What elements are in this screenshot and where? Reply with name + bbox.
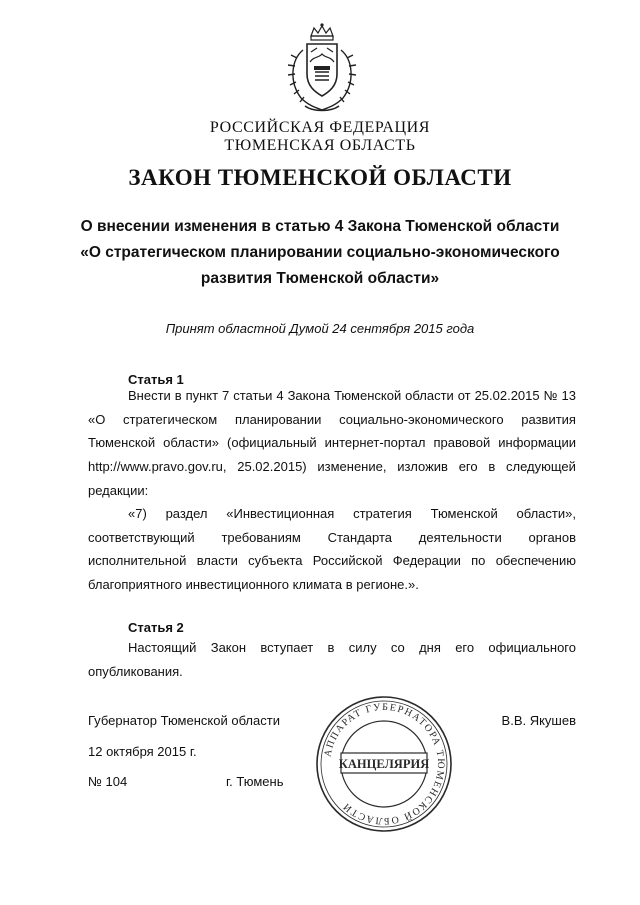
word: области» (163, 435, 220, 451)
header-region: ТЮМЕНСКАЯ ОБЛАСТЬ (224, 137, 416, 154)
text-line (88, 408, 576, 432)
article-1-paragraph-2 (88, 502, 576, 597)
text-line (88, 479, 576, 503)
word: Закон (210, 640, 247, 655)
article-1-paragraph-1 (88, 384, 576, 502)
text-line (88, 384, 576, 408)
word: силу (348, 640, 377, 655)
word: 7 (222, 388, 230, 403)
word: редакции: (88, 482, 149, 498)
word: 13 (561, 388, 576, 403)
word: Настоящий (128, 640, 197, 655)
word: правовой (433, 435, 491, 451)
word: Федерации (392, 553, 461, 569)
round-stamp-icon (313, 693, 455, 835)
stamp-center-text: КАНЦЕЛЯРИЯ (338, 757, 430, 771)
word: Внести (128, 388, 171, 403)
word: от (457, 388, 471, 403)
coat-of-arms-icon (281, 22, 363, 114)
word: его (455, 640, 475, 655)
stamp-ring-text: АППАРАТ ГУБЕРНАТОРА ТЮМЕНСКОЙ ОБЛАСТИ (322, 701, 447, 827)
word: 25.02.2015) (237, 459, 307, 475)
law-number: № 104 (88, 774, 128, 789)
word: вступает (260, 640, 314, 655)
word: социально-экономического (339, 411, 504, 427)
text-line (88, 526, 576, 550)
text-line (88, 431, 576, 455)
text-line (88, 660, 576, 684)
word: 25.02.2015 (474, 388, 540, 403)
word: деятельности (418, 529, 502, 545)
header-country: РОССИЙСКАЯ ФЕДЕРАЦИЯ (209, 119, 431, 136)
word: субъекта (248, 553, 303, 569)
word: информации (498, 435, 576, 451)
word: стратегия (353, 506, 412, 521)
word: власти (196, 553, 238, 569)
word: требованиям (221, 529, 301, 545)
word: интернет-портал (324, 435, 426, 451)
document-type-title: ЗАКОН ТЮМЕНСКОЙ ОБЛАСТИ (128, 165, 512, 190)
governor-title: Губернатор Тюменской области (88, 713, 280, 728)
word: по (471, 553, 486, 569)
word: дня (419, 640, 441, 655)
law-title-line: О внесении изменения в статью 4 Закона Тюменской области (80, 218, 560, 235)
law-title (60, 214, 580, 292)
word: Закона (287, 388, 331, 403)
word: 4 (276, 388, 284, 403)
word: Тюменской (430, 506, 498, 521)
word: «Инвестиционная (226, 506, 335, 521)
word: официального (488, 640, 576, 655)
word: Тюменской (88, 435, 156, 451)
article-2-paragraph (88, 636, 576, 683)
law-title-line: развития Тюменской области» (200, 270, 440, 287)
word: развития (521, 411, 576, 427)
word: (официальный (227, 435, 317, 451)
word: области (405, 388, 454, 403)
word: Тюменской (334, 388, 402, 403)
word: изменение, (317, 459, 387, 475)
signing-date: 12 октября 2015 г. (88, 744, 197, 759)
word: изложив (397, 459, 448, 475)
text-line (88, 636, 576, 660)
word: Российской (312, 553, 383, 569)
word: «7) (128, 506, 147, 521)
text-line (88, 455, 576, 479)
text-line (88, 502, 576, 526)
word: http://www.pravo.gov.ru, (88, 459, 227, 475)
word: исполнительной (88, 553, 187, 569)
text-line (88, 573, 576, 597)
word: стратегическом (123, 411, 218, 427)
article-1-heading: Статья 1 (128, 372, 184, 387)
word: статьи (233, 388, 273, 403)
word: в (327, 640, 335, 655)
signing-city: г. Тюмень (226, 774, 284, 789)
word: следующей (506, 459, 576, 475)
law-title-line: «О стратегическом планировании социально-экономического (80, 244, 560, 261)
word: органов (528, 529, 576, 545)
adoption-note: Принят областной Думой 24 сентября 2015 года (165, 321, 475, 336)
word: раздел (165, 506, 208, 521)
governor-name: В.В. Якушев (501, 713, 576, 728)
text-line (88, 549, 576, 573)
word: благоприятного инвестиционного климата в регионе.». (88, 577, 419, 593)
word: со (390, 640, 405, 655)
word: его (458, 459, 478, 475)
word: опубликования. (88, 663, 183, 679)
word: в (174, 388, 182, 403)
word: № (543, 388, 558, 403)
word: в (488, 459, 496, 475)
word: планировании (234, 411, 322, 427)
word: Стандарта (327, 529, 393, 545)
article-2-heading: Статья 2 (128, 620, 184, 635)
word: пункт (185, 388, 219, 403)
word: области», (516, 506, 576, 521)
word: обеспечению (495, 553, 576, 569)
word: соответствующий (88, 529, 195, 545)
word: «О (88, 411, 106, 427)
